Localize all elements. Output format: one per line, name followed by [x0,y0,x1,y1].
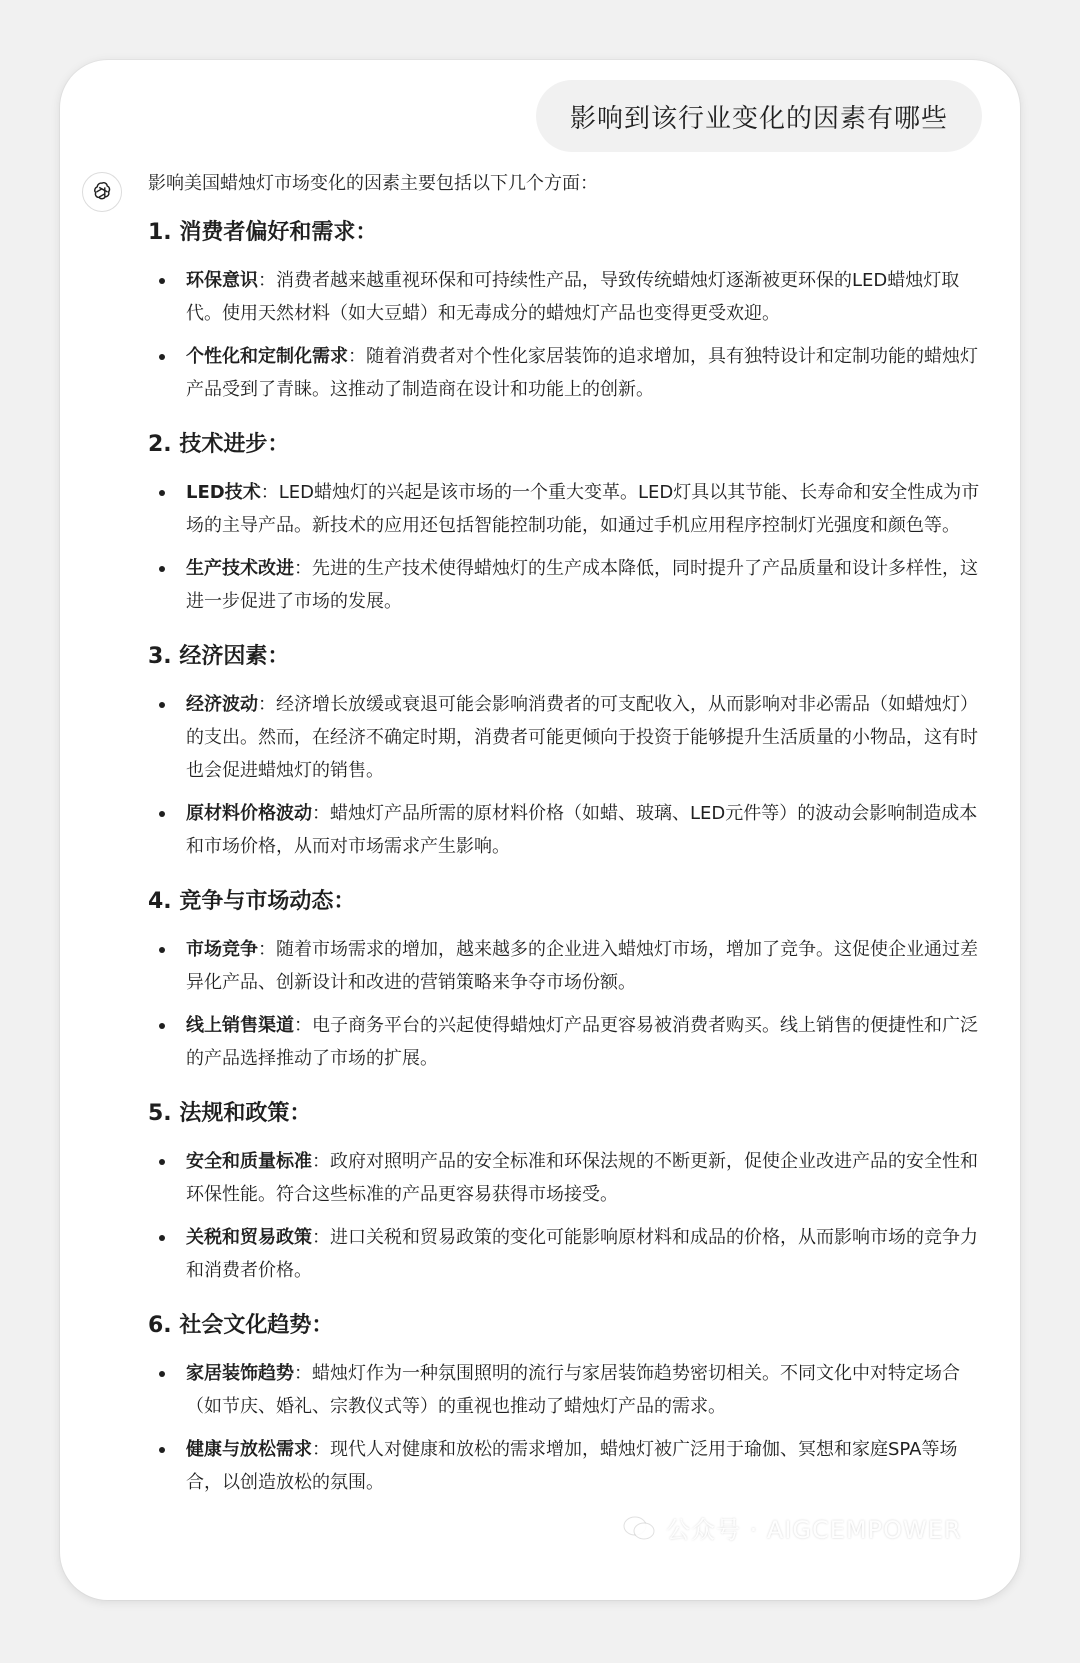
list-item-text: 消费者越来越重视环保和可持续性产品，导致传统蜡烛灯逐渐被更环保的LED蜡烛灯取代。使用天然材料（如大豆蜡）和无毒成分的蜡烛灯产品也变得更受欢迎。 [186,270,960,324]
bullet-list [148,1357,988,1499]
list-item-text: 现代人对健康和放松的需求增加，蜡烛灯被广泛用于瑜伽、冥想和家庭SPA等场合，以创造放松的氛围。 [186,1439,958,1493]
bullet-dot-icon [159,811,165,817]
bullet-list [148,264,988,406]
list-item-text: 蜡烛灯作为一种氛围照明的流行与家居装饰趋势密切相关。不同文化中对特定场合（如节庆、婚礼、宗教仪式等）的重视也推动了蜡烛灯产品的需求。 [186,1363,960,1417]
list-item [148,476,988,542]
list-item-text: 经济增长放缓或衰退可能会影响消费者的可支配收入，从而影响对非必需品（如蜡烛灯）的支出。然而，在经济不确定时期，消费者可能更倾向于投资于能够提升生活质量的小物品，这有时也会促进蜡烛灯的销售。 [186,694,978,781]
openai-logo-icon [82,172,122,212]
section-title: 6. 社会文化趋势： [148,1313,334,1338]
list-item-title: 原材料价格波动 [186,803,312,824]
assistant-answer [148,170,988,1521]
list-item-title: 环保意识 [186,270,258,291]
list-item-separator: ： [294,558,312,579]
bullet-dot-icon [159,566,165,572]
bullet-list [148,688,988,863]
list-item [148,1433,988,1499]
list-item [148,264,988,330]
list-item-separator: ： [260,482,279,503]
list-item-text: 电子商务平台的兴起使得蜡烛灯产品更容易被消费者购买。线上销售的便捷性和广泛的产品选择推动了市场的扩展。 [186,1015,978,1069]
bullet-list [148,476,988,618]
list-item-separator: ： [312,803,330,824]
list-item-separator: ： [258,694,276,715]
list-item [148,1145,988,1211]
list-item-title: 生产技术改进 [186,558,294,579]
answer-sections [148,216,988,1499]
list-item-separator: ： [258,270,276,291]
list-item-title: 个性化和定制化需求 [186,346,348,367]
section-title: 2. 技术进步： [148,432,290,457]
section-title: 5. 法规和政策： [148,1101,312,1126]
list-item-separator: ： [294,1015,312,1036]
list-item-title: 家居装饰趋势 [186,1363,294,1384]
list-item-separator: ： [312,1151,330,1172]
list-item-separator: ： [312,1439,330,1460]
list-item [148,1009,988,1075]
bullet-list [148,1145,988,1287]
list-item-separator: ： [348,346,366,367]
bullet-list [148,933,988,1075]
list-item-text: 先进的生产技术使得蜡烛灯的生产成本降低，同时提升了产品质量和设计多样性，这进一步促进了市场的发展。 [186,558,978,612]
user-message-bubble [536,80,982,152]
list-item [148,1221,988,1287]
list-item [148,552,988,618]
list-item-title: 健康与放松需求 [186,1439,312,1460]
bullet-dot-icon [159,354,165,360]
list-item-text: 进口关税和贸易政策的变化可能影响原材料和成品的价格，从而影响市场的竞争力和消费者价格。 [186,1227,978,1281]
list-item [148,340,988,406]
list-item [148,933,988,999]
list-item-title: LED技术 [186,482,261,503]
list-item-text: 蜡烛灯产品所需的原材料价格（如蜡、玻璃、LED元件等）的波动会影响制造成本和市场价格，从而对市场需求产生影响。 [186,803,978,857]
list-item-separator: ： [312,1227,330,1248]
list-item-title: 关税和贸易政策 [186,1227,312,1248]
list-item-title: 安全和质量标准 [186,1151,312,1172]
list-item-text: 随着消费者对个性化家居装饰的追求增加，具有独特设计和定制功能的蜡烛灯产品受到了青睐。这推动了制造商在设计和功能上的创新。 [186,346,978,400]
list-item-separator: ： [258,939,276,960]
wechat-icon [622,1514,656,1542]
section-title: 3. 经济因素： [148,644,290,669]
bullet-dot-icon [159,1023,165,1029]
bullet-dot-icon [159,1235,165,1241]
watermark-text: 公众号 · AIGCEMPOWER [666,1516,962,1544]
list-item-title: 市场竞争 [186,939,258,960]
list-item-separator: ： [294,1363,312,1384]
bullet-dot-icon [159,490,165,496]
list-item-text: 政府对照明产品的安全标准和环保法规的不断更新，促使企业改进产品的安全性和环保性能。符合这些标准的产品更容易获得市场接受。 [186,1151,978,1205]
user-message-text: 影响到该行业变化的因素有哪些 [569,103,948,134]
bullet-dot-icon [159,702,165,708]
section-title: 4. 竞争与市场动态： [148,889,356,914]
bullet-dot-icon [159,1447,165,1453]
list-item-title: 经济波动 [186,694,258,715]
answer-intro: 影响美国蜡烛灯市场变化的因素主要包括以下几个方面： [148,173,598,194]
list-item [148,797,988,863]
list-item-title: 线上销售渠道 [186,1015,294,1036]
watermark [622,1510,962,1545]
list-item-text: 随着市场需求的增加，越来越多的企业进入蜡烛灯市场，增加了竞争。这促使企业通过差异化产品、创新设计和改进的营销策略来争夺市场份额。 [186,939,978,993]
list-item-text: LED蜡烛灯的兴起是该市场的一个重大变革。LED灯具以其节能、长寿命和安全性成为市场的主导产品。新技术的应用还包括智能控制功能，如通过手机应用程序控制灯光强度和颜色等。 [186,482,980,536]
list-item [148,688,988,787]
section-title: 1. 消费者偏好和需求： [148,220,378,245]
bullet-dot-icon [159,1159,165,1165]
bullet-dot-icon [159,947,165,953]
bullet-dot-icon [159,1371,165,1377]
chat-card [60,60,1020,1600]
list-item [148,1357,988,1423]
bullet-dot-icon [159,278,165,284]
